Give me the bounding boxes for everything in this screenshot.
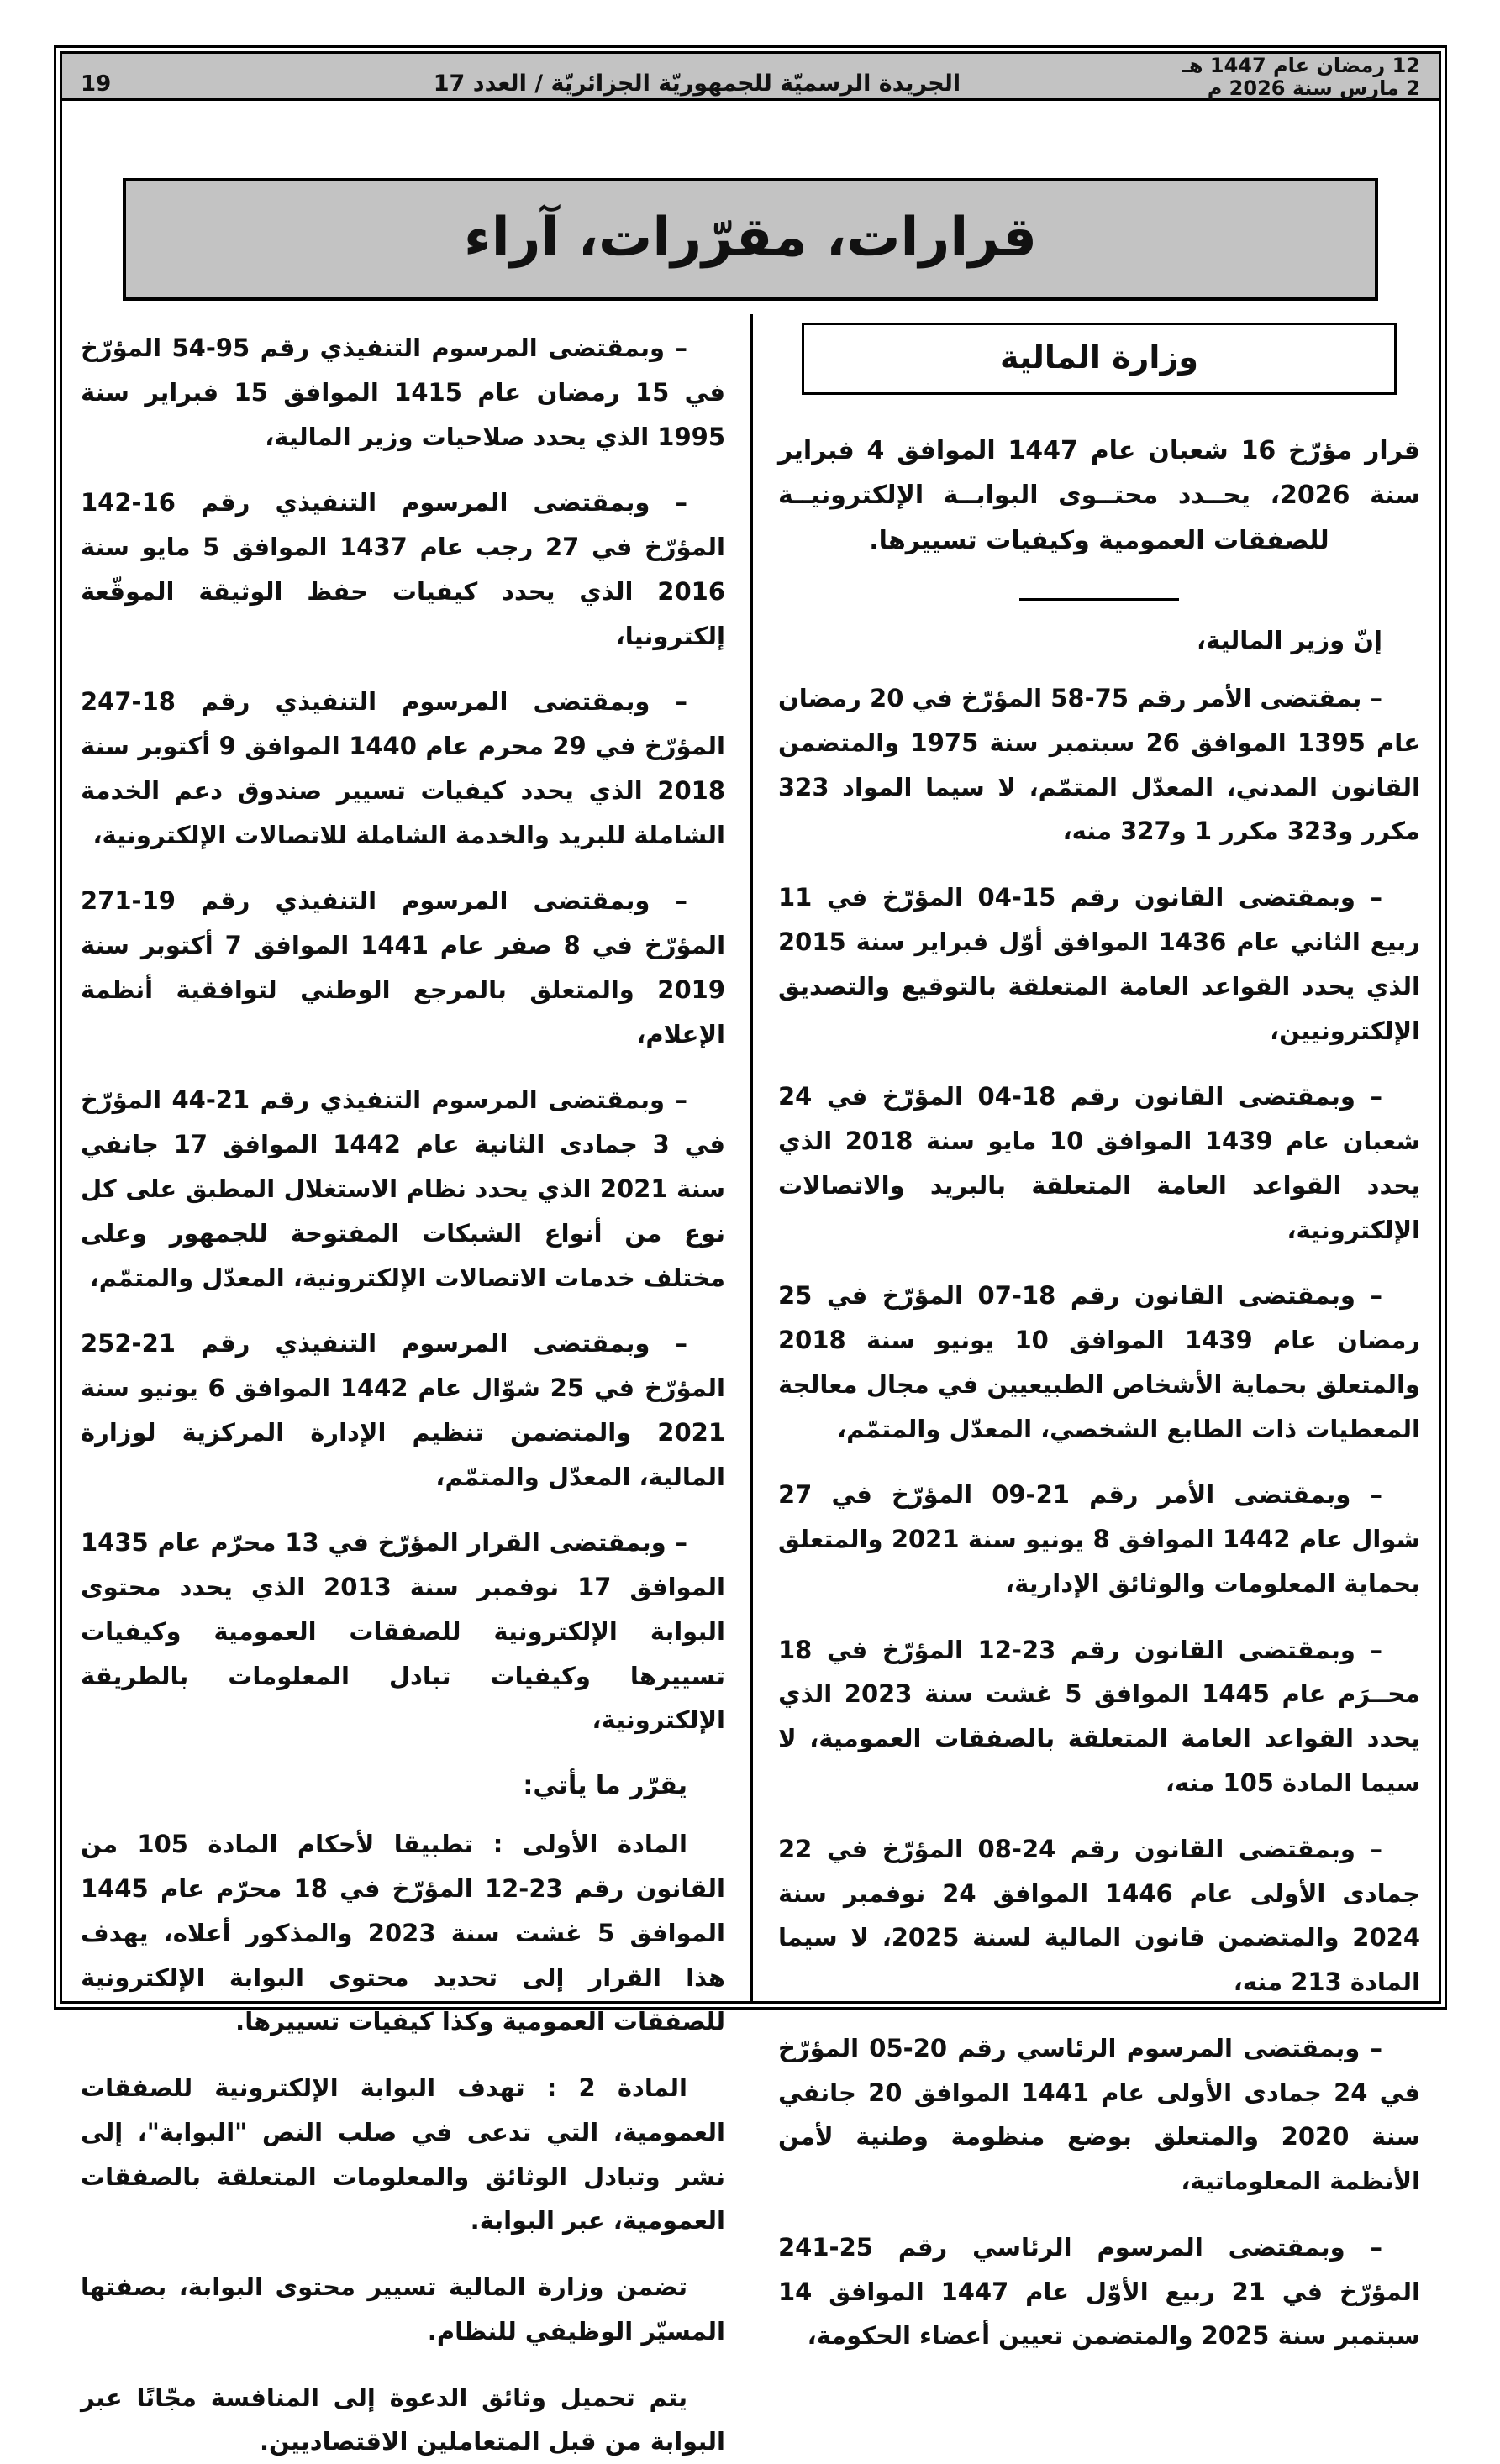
article-text: تهدف البوابة الإلكترونية للصفقات العمومية، التي تدعى في صلب النص "البوابة"، إلى نشر وتبادل الوثائق والمعلومات المتعلقة بالصفقات العمومية، عبر البوابة. (81, 2073, 725, 2235)
page-frame-inner (60, 51, 1441, 2456)
visa-paragraph: – وبمقتضى القانون رقم 23-12 المؤرّخ في 18 محــرَم عام 1445 الموافق 5 غشت سنة 2023 الذي يحدد القواعد العامة المتعلقة بالصفقات العمومية، لا سيما المادة 105 منه، (778, 1635, 1420, 1798)
closing-paragraph: يتم تحميل وثائق الدعوة إلى المنافسة مجّانًا عبر البوابة من قبل المتعاملين الاقتصاديين. (81, 2383, 725, 2456)
visa-paragraph: – وبمقتضى الأمر رقم 21-09 المؤرّخ في 27 شوال عام 1442 الموافق 8 يونيو سنة 2021 والمتعلق بحماية المعلومات والوثائق الإدارية، (778, 1480, 1421, 1598)
visa-paragraph: – وبمقتضى القانون رقم 18-07 المؤرّخ في 25 رمضان عام 1439 الموافق 10 يونيو سنة 2018 والمتعلق بحماية الأشخاص الطبيعيين في مجال معالجة المعطيات ذات الطابع الشخصي، المعدّل والمتمّم، (778, 1281, 1420, 1443)
ministry-heading: وزارة المالية (802, 323, 1397, 395)
article-paragraph (81, 2066, 725, 2243)
visa-paragraph: – وبمقتضى المرسوم التنفيذي رقم 21-252 المؤرّخ في 25 شوّال عام 1442 الموافق 6 يونيو سنة 2021 والمتضمن تنظيم الإدارة المركزية لوزارة المالية، المعدّل والمتمّم، (81, 1329, 725, 1491)
columns (62, 314, 1439, 2456)
visa-paragraph: – وبمقتضى المرسوم الرئاسي رقم 20-05 المؤرّخ في 24 جمادى الأولى عام 1441 الموافق 20 جانفي سنة 2020 والمتعلق بوضع منظومة وطنية لأمن الأنظمة المعلوماتية، (778, 2033, 1420, 2196)
column-left (62, 314, 750, 2456)
separator-rule (1019, 598, 1179, 601)
date-hijri: 12 رمضان عام 1447 هـ (1182, 53, 1420, 77)
visa-paragraph: – وبمقتضى القانون رقم 15-04 المؤرّخ في 11 ربيع الثاني عام 1436 الموافق أوّل فبراير سنة 2015 الذي يحدد القواعد العامة المتعلقة بالتوقيع والتصديق الإلكترونيين، (778, 883, 1421, 1045)
decision-heading: يقرّر ما يأتي: (523, 1771, 687, 1801)
visa-paragraph: – وبمقتضى المرسوم التنفيذي رقم 95-54 المؤرّخ في 15 رمضان عام 1415 الموافق 15 فبراير سنة 1995 الذي يحدد صلاحيات وزير المالية، (81, 334, 726, 451)
journal-title: الجريدة الرسميّة للجمهوريّة الجزائريّة / العدد 17 (433, 71, 961, 97)
visa-paragraph: – وبمقتضى القانون رقم 18-04 المؤرّخ في 24 شعبان عام 1439 الموافق 10 مايو سنة 2018 الذي يحدد القواعد العامة المتعلقة بالبريد والاتصالات الإلكترونية، (778, 1082, 1420, 1244)
page-frame (54, 45, 1447, 2456)
article-paragraph (81, 1822, 725, 2044)
visa-paragraph: – وبمقتضى المرسوم التنفيذي رقم 21-44 المؤرّخ في 3 جمادى الثانية عام 1442 الموافق 17 جانفي سنة 2021 الذي يحدد نظام الاستغلال المطبق على كل نوع من أنواع الشبكات المفتوحة للجمهور وعلى مختلف خدمات الاتصالات الإلكترونية، المعدّل والمتمّم، (81, 1085, 725, 1292)
visa-paragraph: – وبمقتضى المرسوم التنفيذي رقم 19-271 المؤرّخ في 8 صفر عام 1441 الموافق 7 أكتوبر سنة 2019 والمتعلق بالمرجع الوطني لتوافقية أنظمة الإعلام، (81, 886, 726, 1048)
visa-paragraph: – وبمقتضى القرار المؤرّخ في 13 محرّم عام 1435 الموافق 17 نوفمبر سنة 2013 الذي يحدد محتوى البوابة الإلكترونية للصفقات العمومية وكيفيات تسييرها وكيفيات تبادل المعلومات بالطريقة الإلكترونية، (81, 1528, 725, 1735)
article-text: تطبيقا لأحكام المادة 105 من القانون رقم 23-12 المؤرّخ في 18 محرّم عام 1445 الموافق 5 غشت سنة 2023 والمذكور أعلاه، يهدف هذا القرار إلى تحديد محتوى البوابة الإلكترونية للصفقات العمومية وكذا كيفيات تسييرها. (81, 1830, 725, 2036)
article-number: المادة 2 : (546, 2073, 687, 2103)
closing-paragraph: تضمن وزارة المالية تسيير محتوى البوابة، بصفتها المسيّر الوظيفي للنظام. (81, 2272, 725, 2346)
decree-title: قرار مؤرّخ 16 شعبان عام 1447 الموافق 4 فبراير سنة 2026، يحــدد محتــوى البوابــة الإلكترونيــة للصفقات العمومية وكيفيات تسييرها. (778, 436, 1421, 555)
visa-paragraph: – وبمقتضى المرسوم الرئاسي رقم 25-241 المؤرّخ في 21 ربيع الأوّل عام 1447 الموافق 14 سبتمبر سنة 2025 والمتضمن تعيين أعضاء الحكومة، (778, 2232, 1420, 2351)
column-right (750, 314, 1439, 2351)
page-number: 19 (81, 71, 112, 97)
visa-paragraph: – وبمقتضى المرسوم التنفيذي رقم 18-247 المؤرّخ في 29 محرم عام 1440 الموافق 9 أكتوبر سنة 2018 الذي يحدد كيفيات تسيير صندوق دعم الخدمة الشاملة للبريد والخدمة الشاملة للاتصالات الإلكترونية، (81, 687, 726, 849)
header-bar (62, 54, 1439, 101)
visa-paragraph: – وبمقتضى المرسوم التنفيذي رقم 16-142 المؤرّخ في 27 رجب عام 1437 الموافق 5 مايو سنة 2016 الذي يحدد كيفيات حفظ الوثيقة الموقّعة إلكترونيا، (81, 488, 725, 650)
date-gregorian: 2 مارس سنة 2026 م (1207, 76, 1420, 100)
article-number: المادة الأولى : (492, 1830, 687, 1859)
section-title: قرارات، مقرّرات، آراء (123, 178, 1378, 301)
visa-paragraph: – وبمقتضى القانون رقم 24-08 المؤرّخ في 22 جمادى الأولى عام 1446 الموافق 24 نوفمبر سنة 2024 والمتضمن قانون المالية لسنة 2025، لا سيما المادة 213 منه، (778, 1834, 1420, 1997)
minister-intro: إنّ وزير المالية، (1196, 626, 1382, 655)
visa-paragraph: – بمقتضى الأمر رقم 75-58 المؤرّخ في 20 رمضان عام 1395 الموافق 26 سبتمبر سنة 1975 والمتضمن القانون المدني، المعدّل المتمّم، لا سيما المواد 323 مكرر و323 مكرر 1 و327 منه، (778, 684, 1420, 846)
issue-dates (1182, 53, 1420, 100)
